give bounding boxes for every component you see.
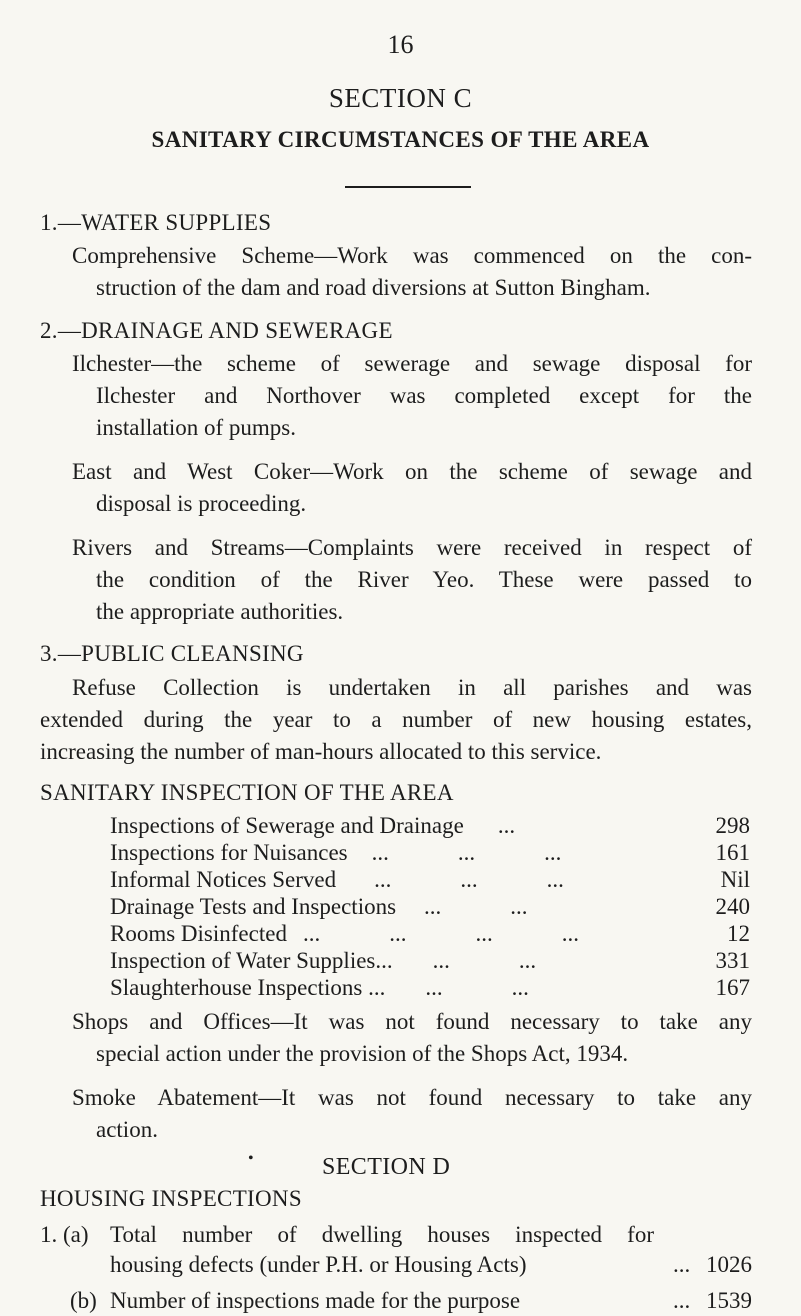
shops-line2: special action under the provision of the Shops Act, 1934. [96, 1041, 629, 1066]
item-a-line2: housing defects (under P.H. or Housing Acts) [110, 1252, 527, 1277]
coker-line1: East and West Coker—Work on the scheme of sewage and [72, 459, 752, 484]
table-row [110, 812, 750, 839]
water-para-line1: Comprehensive Scheme—Work was commenced on the con- [72, 243, 752, 268]
page-number: 16 [387, 30, 414, 59]
row-value: 298 [715, 813, 750, 838]
water-para-line2: struction of the dam and road diversions at Sutton Bingham. [96, 275, 651, 300]
section-d-title: SECTION D [322, 1154, 451, 1180]
item-a-dots: ... [673, 1252, 691, 1277]
row-dots: ... ... [424, 894, 528, 919]
ilchester-line1: Ilchester—the scheme of sewerage and sewage disposal for [72, 351, 752, 376]
row-dots: ... ... [425, 975, 529, 1000]
row-label: Inspection of Water Supplies... [110, 948, 393, 973]
row-label: Inspections of Sewerage and Drainage [110, 813, 464, 838]
smoke-line1: Smoke Abatement—It was not found necessary to take any [72, 1085, 752, 1110]
inspection-table [110, 812, 750, 1001]
row-label: Rooms Disinfected [110, 921, 287, 946]
cleansing-heading: 3.—PUBLIC CLEANSING [40, 641, 304, 666]
item-b-value: 1539 [706, 1288, 752, 1313]
table-row [110, 974, 750, 1001]
shops-line1: Shops and Offices—It was not found necessary to take any [72, 1009, 752, 1034]
row-label: Drainage Tests and Inspections [110, 894, 397, 919]
row-dots: ... ... ... [371, 840, 562, 865]
ilchester-line3: installation of pumps. [96, 415, 296, 440]
item-a-line1: Total number of dwelling houses inspected for [110, 1222, 654, 1247]
cleansing-line2: extended during the year to a number of new housing estates, [40, 707, 752, 732]
table-row [110, 947, 750, 974]
table-row [110, 866, 750, 893]
item-b-number: (b) [70, 1288, 97, 1313]
table-row [110, 920, 750, 947]
ilchester-line2: Ilchester and Northover was completed except for the [96, 383, 752, 408]
section-c-subtitle: SANITARY CIRCUMSTANCES OF THE AREA [151, 127, 650, 152]
table-row [110, 893, 750, 920]
row-label: Informal Notices Served [110, 867, 337, 892]
item-a-value: 1026 [706, 1252, 752, 1277]
row-dots: ... ... ... [374, 867, 564, 892]
rivers-line1: Rivers and Streams—Complaints were received in respect of [72, 535, 752, 560]
row-dots: ... ... ... ... [302, 921, 579, 946]
rivers-line2: the condition of the River Yeo. These were passed to [96, 567, 752, 592]
row-value: 161 [715, 840, 750, 865]
drainage-heading: 2.—DRAINAGE AND SEWERAGE [40, 318, 393, 343]
item-b-dots: ... [673, 1288, 691, 1313]
row-label: Inspections for Nuisances [110, 840, 348, 865]
housing-inspections-heading: HOUSING INSPECTIONS [40, 1186, 302, 1211]
item-a-number: 1. (a) [40, 1222, 89, 1247]
cleansing-line1: Refuse Collection is undertaken in all parishes and was [72, 675, 752, 700]
row-value: 240 [715, 894, 750, 919]
bullet-mark: • [248, 1150, 254, 1167]
coker-line2: disposal is proceeding. [96, 491, 307, 516]
row-value: 331 [715, 948, 750, 973]
table-row [110, 839, 750, 866]
row-dots: ... [497, 813, 516, 838]
row-value: 12 [727, 921, 750, 946]
inspection-heading: SANITARY INSPECTION OF THE AREA [40, 780, 454, 805]
water-supplies-heading: 1.—WATER SUPPLIES [40, 210, 272, 235]
section-c-title: SECTION C [328, 83, 473, 113]
row-value: 167 [715, 975, 750, 1000]
row-value: Nil [720, 867, 750, 892]
row-dots: ... ... [432, 948, 537, 973]
item-b-text: Number of inspections made for the purpose [110, 1288, 521, 1313]
row-label: Slaughterhouse Inspections ... [110, 975, 386, 1000]
divider [345, 186, 471, 188]
smoke-line2: action. [96, 1117, 158, 1142]
cleansing-line3: increasing the number of man-hours allocated to this service. [40, 739, 602, 764]
rivers-line3: the appropriate authorities. [96, 599, 344, 624]
